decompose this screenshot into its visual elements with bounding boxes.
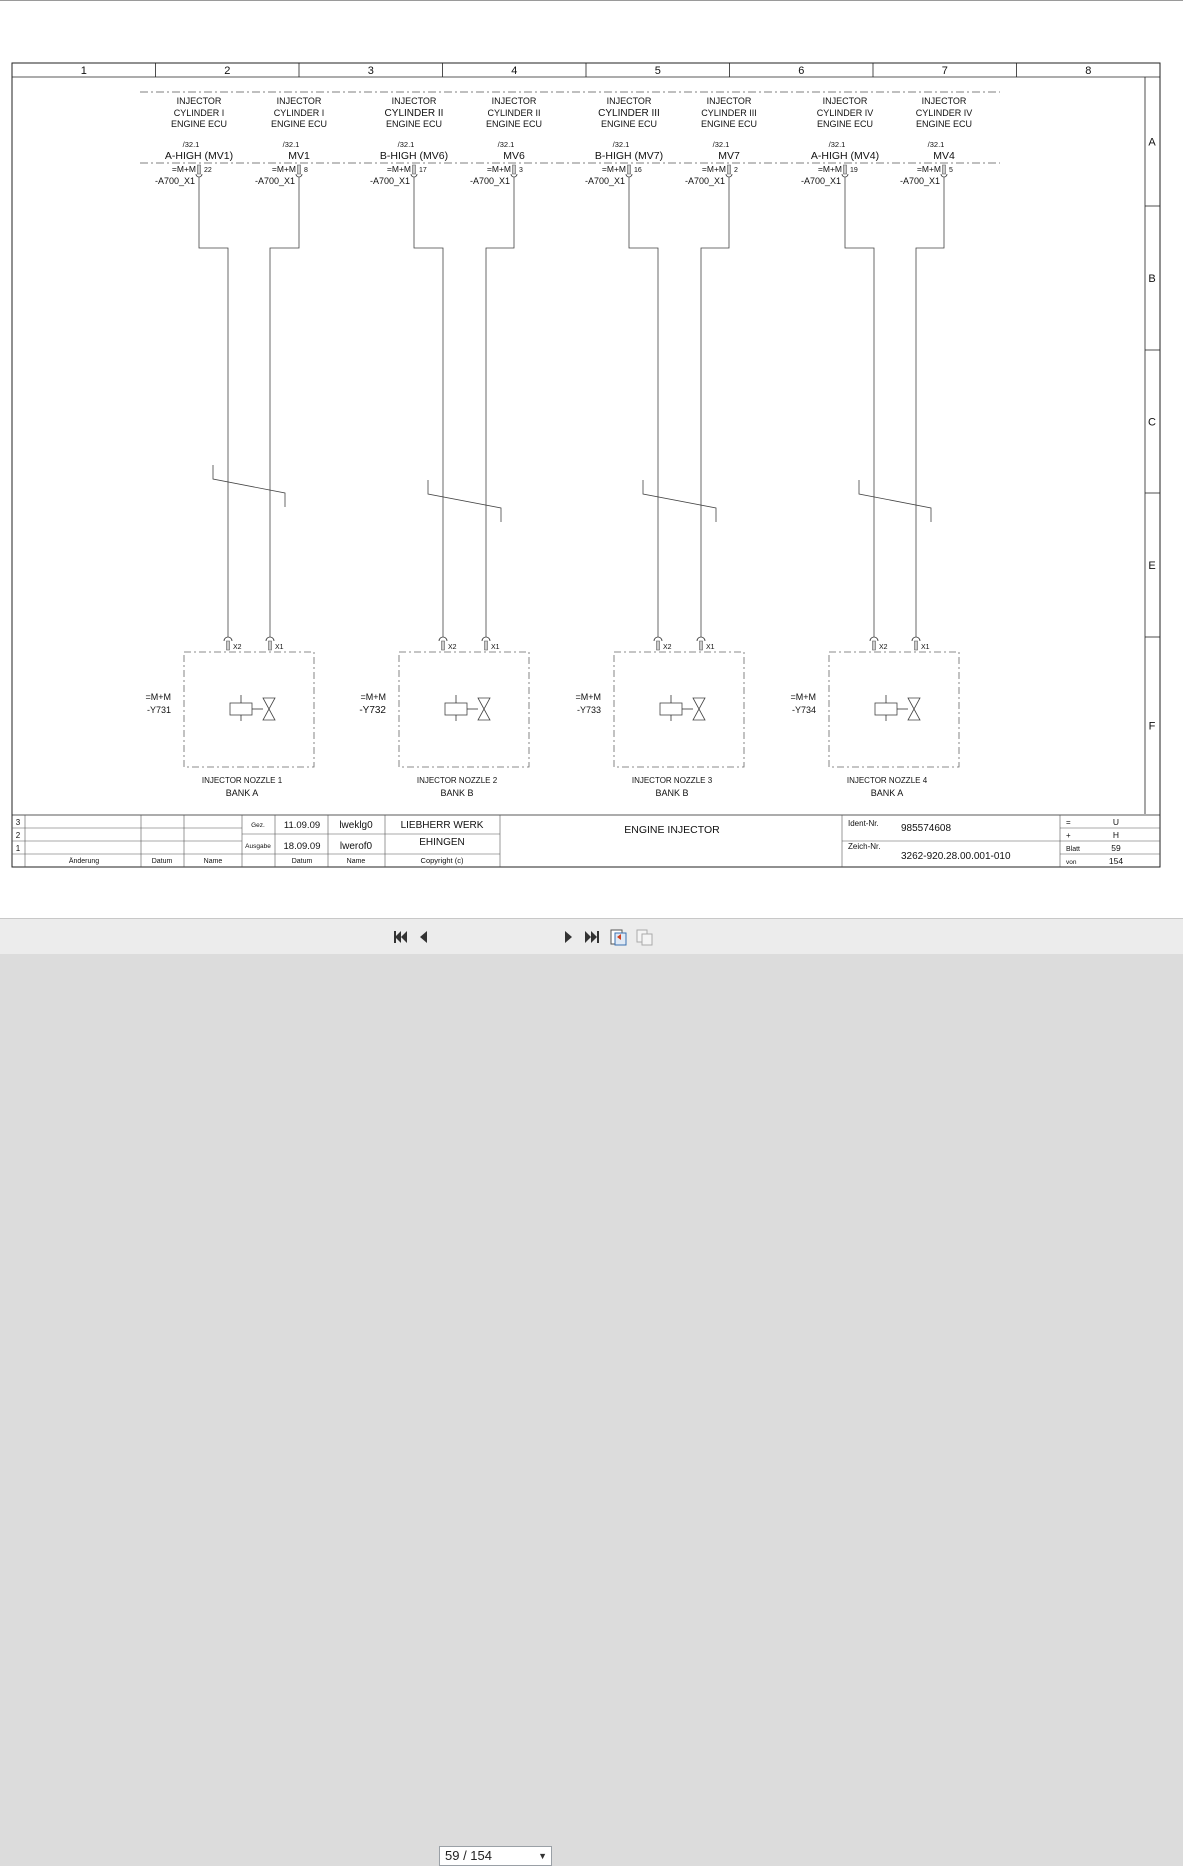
- column-label: 5: [654, 65, 661, 77]
- connector-label-line3: ENGINE ECU: [915, 119, 973, 129]
- pin-marker: [943, 165, 946, 174]
- column-label: 1: [80, 65, 87, 77]
- signal-name: MV4: [933, 150, 955, 162]
- device-tag: -Y733: [576, 705, 601, 715]
- connector-label-line3: ENGINE ECU: [700, 119, 758, 129]
- page-reference: /32.1: [182, 140, 200, 149]
- signal-name: MV6: [503, 150, 525, 162]
- wire-pair: [845, 177, 944, 637]
- location-label: +: [1066, 831, 1071, 840]
- company-name-line2: EHINGEN: [419, 837, 465, 848]
- first-page-icon[interactable]: [392, 928, 408, 946]
- location-value: H: [1112, 830, 1120, 840]
- ecu-connector: [585, 96, 663, 186]
- next-page-icon[interactable]: [560, 928, 576, 946]
- sheet-total: 154: [1108, 856, 1124, 866]
- nozzle-bank: BANK A: [225, 788, 259, 798]
- connector-label-line1: INJECTOR: [822, 96, 868, 106]
- pin-number: 8: [304, 167, 308, 174]
- pin-number: 16: [634, 167, 642, 174]
- nozzle-bank: BANK B: [440, 788, 474, 798]
- company-name-line1: LIEBHERR WERK: [400, 820, 484, 831]
- signal-name: A-HIGH (MV1): [164, 150, 234, 162]
- connector-label-line2: CYLINDER IV: [915, 108, 973, 118]
- pin-label: X2: [879, 644, 888, 651]
- device-tag: -A700_X1: [469, 176, 510, 186]
- nozzle-bank: BANK B: [655, 788, 689, 798]
- issue-name: lwerof0: [339, 841, 373, 852]
- page-reference: /32.1: [828, 140, 846, 149]
- pin-number: 2: [734, 167, 738, 174]
- column-label: 7: [941, 65, 948, 77]
- solenoid-icon: [660, 703, 682, 715]
- wire: [845, 177, 874, 637]
- location-code: =M+M: [386, 164, 411, 174]
- pin-marker: [628, 165, 631, 174]
- row-label: B: [1148, 273, 1156, 285]
- pin-marker: [873, 641, 876, 650]
- pin-marker: [442, 641, 445, 650]
- pin-marker: [485, 641, 488, 650]
- connector-label-line2: CYLINDER IV: [816, 108, 874, 118]
- nozzle-boundary: [829, 652, 959, 767]
- page-toolbar: [0, 918, 1183, 1863]
- page-reference: /32.1: [497, 140, 515, 149]
- ecu-connector: [900, 96, 972, 186]
- location-code: =M+M: [171, 164, 196, 174]
- valve-icon: [263, 698, 275, 720]
- ecu-connector: [470, 96, 542, 186]
- wire: [270, 177, 299, 637]
- injector-nozzle: [790, 637, 959, 798]
- row-label: E: [1148, 560, 1156, 572]
- pin-marker: [513, 165, 516, 174]
- connector-label-line2: CYLINDER II: [487, 108, 541, 118]
- single-page-view-icon[interactable]: [610, 928, 626, 946]
- device-tag: -A700_X1: [899, 176, 940, 186]
- nozzle-boundary: [184, 652, 314, 767]
- ident-number: 985574608: [901, 823, 952, 834]
- pin-number: 22: [204, 167, 212, 174]
- cable-shield: [643, 480, 716, 522]
- connector-label-line2: CYLINDER I: [273, 108, 325, 118]
- connector-label-line2: CYLINDER II: [384, 108, 444, 119]
- pin-number: 17: [419, 167, 427, 174]
- cable-shield: [859, 480, 931, 522]
- last-page-icon[interactable]: [584, 928, 600, 946]
- row-label: C: [1148, 416, 1156, 429]
- row-label: F: [1148, 720, 1156, 733]
- drawing-number-label: Zeich-Nr.: [848, 842, 881, 851]
- revision-header-date: Datum: [151, 858, 173, 865]
- wire-pair: [414, 177, 514, 637]
- sheet-label: Blatt: [1066, 846, 1081, 853]
- drawing-title: ENGINE INJECTOR: [624, 824, 720, 836]
- valve-icon: [478, 698, 490, 720]
- pin-label: X1: [921, 644, 930, 651]
- ecu-connector: [801, 96, 879, 186]
- page-reference: /32.1: [927, 140, 945, 149]
- connector-label-line1: INJECTOR: [921, 96, 967, 106]
- sheet-total-label: von: [1066, 859, 1077, 866]
- location-code: =M+M: [790, 692, 816, 702]
- connector-label-line1: INJECTOR: [176, 96, 222, 106]
- pin-marker: [700, 641, 703, 650]
- revision-row-number: 3: [15, 818, 21, 827]
- device-tag: -A700_X1: [369, 176, 410, 186]
- revision-header-change: Änderung: [68, 858, 100, 865]
- pin-label: X1: [275, 644, 284, 651]
- connector-label-line1: INJECTOR: [391, 96, 437, 106]
- valve-icon: [908, 698, 920, 720]
- pin-label: X1: [706, 644, 715, 651]
- pin-marker: [227, 641, 230, 650]
- connector-label-line3: ENGINE ECU: [385, 119, 443, 129]
- wire-pair: [629, 177, 729, 637]
- signal-name: B-HIGH (MV6): [379, 150, 449, 162]
- column-label: 8: [1085, 65, 1092, 77]
- revision-row-number: 2: [15, 831, 21, 840]
- connector-label-line2: CYLINDER III: [701, 108, 757, 118]
- pin-marker: [298, 165, 301, 174]
- device-tag: -A700_X1: [584, 176, 625, 186]
- location-code: =M+M: [916, 164, 941, 174]
- connector-label-line1: INJECTOR: [606, 96, 652, 106]
- connector-label-line3: ENGINE ECU: [485, 119, 543, 129]
- location-code: =M+M: [575, 692, 601, 702]
- solenoid-icon: [230, 703, 252, 715]
- nozzle-boundary: [614, 652, 744, 767]
- page-reference: /32.1: [712, 140, 730, 149]
- nozzle-bank: BANK A: [870, 788, 904, 798]
- signal-name: B-HIGH (MV7): [594, 150, 664, 162]
- wire: [414, 177, 443, 637]
- name-header: Name: [346, 858, 366, 865]
- connector-label-line3: ENGINE ECU: [270, 119, 328, 129]
- location-code: =M+M: [701, 164, 726, 174]
- location-code: =M+M: [271, 164, 296, 174]
- nozzle-boundary: [399, 652, 529, 767]
- injector-nozzle: [359, 637, 529, 798]
- device-tag: -A700_X1: [254, 176, 295, 186]
- pin-number: 19: [850, 167, 858, 174]
- drawn-name: lweklg0: [339, 820, 373, 831]
- solenoid-icon: [445, 703, 467, 715]
- location-code: =M+M: [486, 164, 511, 174]
- drawn-date: 11.09.09: [283, 820, 321, 831]
- pin-marker: [413, 165, 416, 174]
- page-reference: /32.1: [612, 140, 630, 149]
- connector-label-line3: ENGINE ECU: [816, 119, 874, 129]
- device-tag: -Y731: [146, 705, 171, 715]
- connector-label-line3: ENGINE ECU: [170, 119, 228, 129]
- device-tag: -A700_X1: [800, 176, 841, 186]
- nozzle-name: INJECTOR NOZZLE 4: [846, 776, 928, 785]
- device-tag: -Y732: [359, 705, 386, 716]
- sheet-number: 59: [1111, 843, 1121, 853]
- wire: [629, 177, 658, 637]
- location-code: =M+M: [817, 164, 842, 174]
- connector-label-line2: CYLINDER III: [598, 108, 660, 119]
- connector-label-line1: INJECTOR: [491, 96, 537, 106]
- pin-label: X2: [233, 644, 242, 651]
- column-label: 6: [798, 65, 805, 77]
- page-number-select[interactable]: [439, 1846, 552, 1866]
- issue-label: Ausgabe: [245, 843, 271, 850]
- ecu-connector: [370, 96, 448, 186]
- ecu-connector: [155, 96, 233, 186]
- solenoid-icon: [875, 703, 897, 715]
- function-label: =: [1066, 818, 1071, 827]
- device-tag: -A700_X1: [684, 176, 725, 186]
- pin-number: 3: [519, 167, 523, 174]
- ecu-connector: [685, 96, 757, 186]
- ident-label: Ident-Nr.: [848, 819, 879, 828]
- chevron-down-icon: ▼: [538, 1851, 547, 1861]
- page-reference: /32.1: [397, 140, 415, 149]
- page-number-value: 59 / 154: [445, 1848, 492, 1863]
- schematic-sheet: [0, 1, 1183, 917]
- nozzle-name: INJECTOR NOZZLE 1: [201, 776, 283, 785]
- previous-page-icon[interactable]: [416, 928, 432, 946]
- page-reference: /32.1: [282, 140, 300, 149]
- device-tag: -Y734: [791, 705, 816, 715]
- ecu-connector: [255, 96, 327, 186]
- wire: [199, 177, 228, 637]
- revision-row-number: 1: [15, 844, 21, 853]
- wire-pair: [199, 177, 299, 637]
- signal-name: MV7: [718, 150, 740, 162]
- column-label: 3: [367, 65, 374, 77]
- pin-label: X1: [491, 644, 500, 651]
- pin-marker: [657, 641, 660, 650]
- drawing-number: 3262-920.28.00.001-010: [901, 851, 1011, 862]
- function-value: U: [1112, 817, 1120, 827]
- nozzle-name: INJECTOR NOZZLE 3: [631, 776, 713, 785]
- injector-nozzle: [145, 637, 314, 798]
- location-code: =M+M: [145, 692, 171, 702]
- connector-label-line1: INJECTOR: [706, 96, 752, 106]
- cable-shield: [428, 480, 501, 522]
- wire: [916, 177, 944, 637]
- cable-shield: [213, 465, 285, 507]
- copyright-text: Copyright (c): [420, 856, 464, 865]
- pin-marker: [269, 641, 272, 650]
- signal-name: MV1: [288, 150, 310, 162]
- wire: [701, 177, 729, 637]
- valve-icon: [693, 698, 705, 720]
- nozzle-name: INJECTOR NOZZLE 2: [416, 776, 498, 785]
- two-page-view-icon[interactable]: [636, 928, 652, 946]
- pin-marker: [844, 165, 847, 174]
- connector-label-line2: CYLINDER I: [173, 108, 225, 118]
- connector-label-line1: INJECTOR: [276, 96, 322, 106]
- pin-number: 5: [949, 167, 953, 174]
- wire: [486, 177, 514, 637]
- signal-name: A-HIGH (MV4): [810, 150, 880, 162]
- pin-marker: [915, 641, 918, 650]
- drawn-label: Gez.: [251, 822, 265, 829]
- injector-nozzle: [575, 637, 744, 798]
- row-label: A: [1148, 136, 1156, 149]
- pin-label: X2: [663, 644, 672, 651]
- pin-marker: [198, 165, 201, 174]
- document-viewer: [0, 0, 1183, 920]
- connector-label-line3: ENGINE ECU: [600, 119, 658, 129]
- revision-header-name: Name: [203, 858, 223, 865]
- date-header: Datum: [291, 858, 313, 865]
- pin-label: X2: [448, 644, 457, 651]
- column-label: 2: [224, 65, 231, 77]
- location-code: =M+M: [360, 692, 386, 702]
- device-tag: -A700_X1: [154, 176, 195, 186]
- location-code: =M+M: [601, 164, 626, 174]
- pin-marker: [728, 165, 731, 174]
- column-label: 4: [511, 65, 518, 77]
- issue-date: 18.09.09: [283, 841, 321, 852]
